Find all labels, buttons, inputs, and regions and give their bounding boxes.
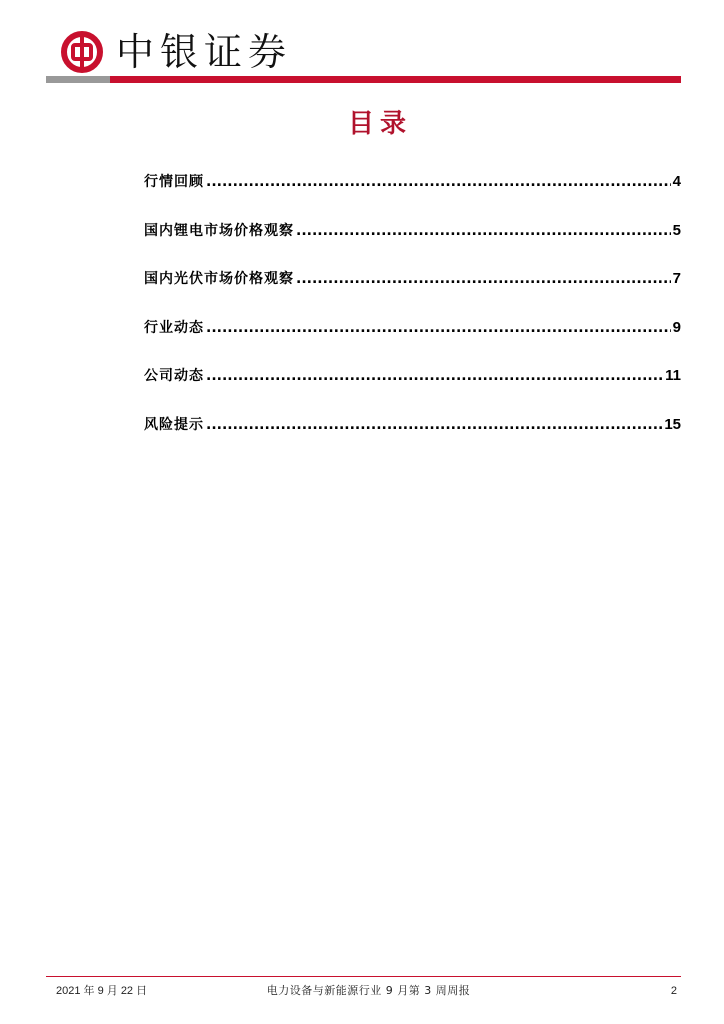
toc-entry-page: 5 <box>672 221 681 239</box>
toc-entry-page: 11 <box>665 367 681 385</box>
toc-entry[interactable] <box>144 265 681 314</box>
toc-dot-leader <box>206 411 662 439</box>
brand-name: 中银证券 <box>116 30 293 74</box>
toc-entry[interactable] <box>144 314 681 363</box>
toc-entry-label: 国内锂电市场价格观察 <box>144 222 294 239</box>
footer-date: 2021 年 9 月 22 日 <box>56 985 148 997</box>
toc-dot-leader <box>206 314 671 342</box>
footer-rule <box>46 976 681 977</box>
toc-dot-leader <box>296 265 671 293</box>
footer-report-name: 电力设备与新能源行业 9 月第 3 周周报 <box>266 984 471 997</box>
toc-entry-page: 15 <box>664 415 681 433</box>
toc-title: 目录 <box>347 109 412 139</box>
toc-dot-leader <box>206 362 663 390</box>
toc-dot-leader <box>296 217 671 245</box>
toc-entry-label: 国内光伏市场价格观察 <box>144 271 294 288</box>
table-of-contents <box>144 168 681 460</box>
toc-entry[interactable] <box>144 217 681 266</box>
toc-entry[interactable] <box>144 362 681 411</box>
toc-entry-label: 行业动态 <box>144 319 204 336</box>
toc-entry-label: 公司动态 <box>144 368 204 385</box>
page-footer <box>56 982 681 1000</box>
toc-entry-page: 7 <box>672 270 681 288</box>
toc-entry-page: 4 <box>672 173 681 190</box>
page-header <box>0 0 724 90</box>
bank-of-china-logo-icon <box>60 30 104 74</box>
toc-entry[interactable] <box>144 168 681 217</box>
header-rule-gray <box>46 76 110 83</box>
toc-entry-page: 9 <box>672 318 681 336</box>
toc-entry-label: 风险提示 <box>144 416 204 433</box>
footer-page-number: 2 <box>670 985 677 997</box>
toc-entry-label: 行情回顾 <box>144 174 204 190</box>
header-rule-red <box>110 76 681 83</box>
toc-entry[interactable] <box>144 411 681 460</box>
toc-dot-leader <box>206 168 671 196</box>
